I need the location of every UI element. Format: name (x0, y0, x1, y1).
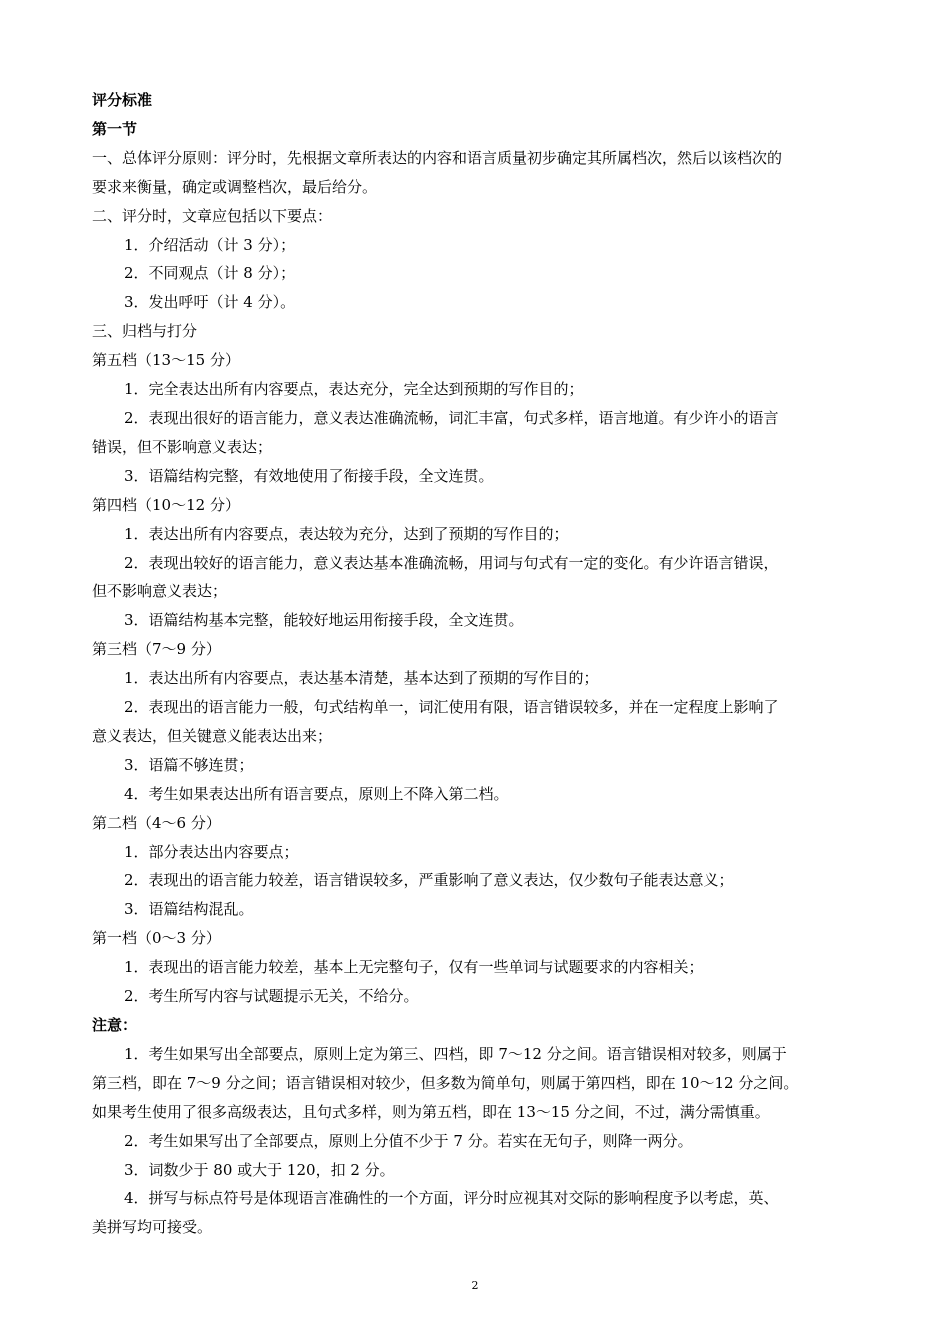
text-line: 2．表现出很好的语言能力，意义表达准确流畅，词汇丰富，句式多样，语言地道。有少许小的语言 (124, 408, 779, 427)
text-line: 4．考生如果表达出所有语言要点，原则上不降入第二档。 (124, 784, 509, 803)
text-line: 第四档（10～12 分） (92, 495, 240, 514)
text-line: 第三档，即在 7～9 分之间；语言错误相对较少，但多数为简单句，则属于第四档，即在 10～12 分之间。 (92, 1073, 799, 1092)
text-line: 2．不同观点（计 8 分）； (124, 264, 296, 283)
text-line: 2．表现出较好的语言能力，意义表达基本准确流畅，用词与句式有一定的变化。有少许语言错误， (124, 553, 779, 572)
text-line: 3．语篇结构混乱。 (124, 900, 254, 919)
text-line: 要求来衡量，确定或调整档次，最后给分。 (92, 177, 378, 196)
text-line: 1．完全表达出所有内容要点，表达充分，完全达到预期的写作目的； (124, 380, 584, 399)
text-line: 1．考生如果写出全部要点，原则上定为第三、四档，即 7～12 分之间。语言错误相对较多，则属于 (124, 1044, 787, 1063)
text-line: 一、总体评分原则：评分时，先根据文章所表达的内容和语言质量初步确定其所属档次，然后以该档次的 (92, 148, 783, 167)
text-line: 但不影响意义表达； (92, 582, 228, 601)
text-line: 2．表现出的语言能力一般，句式结构单一，词汇使用有限，语言错误较多，并在一定程度上影响了 (124, 698, 779, 717)
text-line: 1．介绍活动（计 3 分）； (124, 235, 296, 254)
text-line: 第三档（7～9 分） (92, 640, 221, 659)
text-line: 2．考生所写内容与试题提示无关，不给分。 (124, 987, 419, 1006)
section-heading: 第一节 (92, 119, 138, 138)
text-line: 1．部分表达出内容要点； (124, 842, 299, 861)
text-line: 2．表现出的语言能力较差，语言错误较多，严重影响了意义表达，仅少数句子能表达意义； (124, 871, 734, 890)
section-heading: 注意： (92, 1016, 138, 1034)
text-line: 1．表达出所有内容要点，表达较为充分，达到了预期的写作目的； (124, 524, 569, 543)
text-line: 1．表现出的语言能力较差，基本上无完整句子，仅有一些单词与试题要求的内容相关； (124, 958, 704, 977)
text-line: 三、归档与打分 (92, 322, 198, 341)
text-line: 如果考生使用了很多高级表达，且句式多样，则为第五档，即在 13～15 分之间，不过，满分需慎重。 (92, 1102, 770, 1121)
text-line: 2．考生如果写出了全部要点，原则上分值不少于 7 分。若实在无句子，则降一两分。 (124, 1131, 693, 1150)
text-line: 错误，但不影响意义表达； (92, 437, 273, 456)
text-line: 4．拼写与标点符号是体现语言准确性的一个方面，评分时应视其对交际的影响程度予以考虑，英、 (124, 1189, 779, 1208)
text-line: 二、评分时，文章应包括以下要点： (92, 206, 333, 225)
text-line: 3．发出呼吁（计 4 分）。 (124, 293, 296, 312)
section-heading: 评分标准 (92, 91, 153, 109)
text-line: 第一档（0～3 分） (92, 929, 221, 948)
text-line: 美拼写均可接受。 (92, 1218, 213, 1237)
text-line: 第二档（4～6 分） (92, 813, 221, 832)
text-line: 3．语篇结构完整，有效地使用了衔接手段，全文连贯。 (124, 466, 494, 485)
text-line: 3．语篇结构基本完整，能较好地运用衔接手段，全文连贯。 (124, 611, 524, 630)
text-line: 意义表达，但关键意义能表达出来； (92, 726, 333, 745)
text-line: 3．词数少于 80 或大于 120，扣 2 分。 (124, 1160, 395, 1179)
text-line: 1．表达出所有内容要点，表达基本清楚，基本达到了预期的写作目的； (124, 669, 599, 688)
text-line: 第五档（13～15 分） (92, 351, 240, 370)
text-line: 3．语篇不够连贯； (124, 755, 254, 774)
page-number: 2 (471, 1279, 479, 1292)
document-body (92, 86, 860, 1242)
